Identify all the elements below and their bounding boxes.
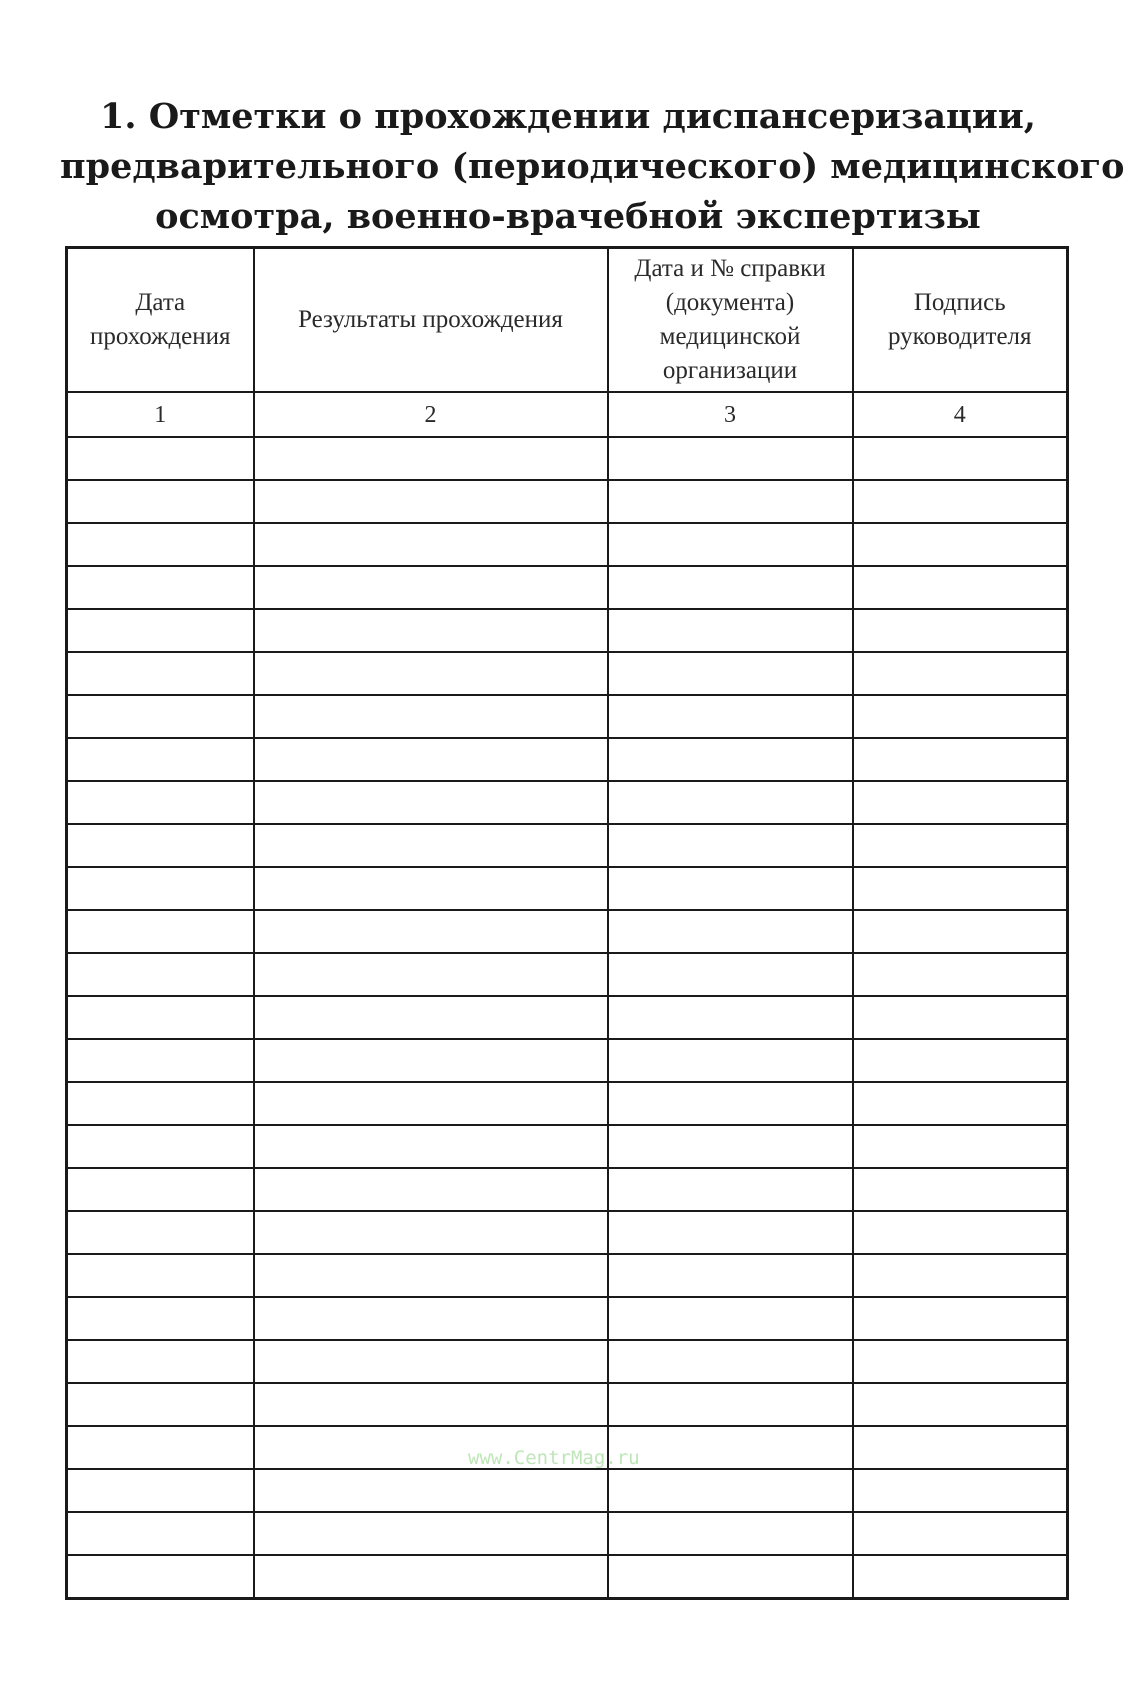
table-row: [67, 1168, 1068, 1211]
table-row: [67, 781, 1068, 824]
table-cell: [254, 480, 608, 523]
table-cell: [853, 1211, 1068, 1254]
table-cell: [608, 781, 853, 824]
table-cell: [254, 1469, 608, 1512]
table-cell: [67, 1383, 254, 1426]
table-cell: [853, 824, 1068, 867]
table-row: [67, 1383, 1068, 1426]
table-cell: [853, 738, 1068, 781]
table-cell: [608, 523, 853, 566]
table-cell: [853, 1082, 1068, 1125]
table-cell: [254, 1168, 608, 1211]
table-cell: [67, 1039, 254, 1082]
table-cell: [853, 867, 1068, 910]
table-cell: [608, 1125, 853, 1168]
column-header-exam-results: Результаты прохождения: [254, 248, 608, 393]
table-cell: [608, 695, 853, 738]
table-cell: [67, 1512, 254, 1555]
table-cell: [608, 824, 853, 867]
table-cell: [67, 1469, 254, 1512]
table-cell: [254, 566, 608, 609]
table-row: [67, 1297, 1068, 1340]
table-cell: [67, 738, 254, 781]
table-cell: [254, 867, 608, 910]
table-row: [67, 1340, 1068, 1383]
table-cell: [254, 1254, 608, 1297]
table-cell: [67, 437, 254, 480]
table-cell: [608, 1297, 853, 1340]
table-cell: [254, 1340, 608, 1383]
table-cell: [254, 996, 608, 1039]
table-cell: [67, 609, 254, 652]
table-cell: [608, 1211, 853, 1254]
table-cell: [853, 566, 1068, 609]
table-cell: [67, 1211, 254, 1254]
table-cell: [254, 738, 608, 781]
column-number-row: [67, 392, 1068, 437]
table-cell: [608, 609, 853, 652]
table-cell: [608, 1254, 853, 1297]
table-cell: [853, 910, 1068, 953]
column-header-exam-date: Дата прохождения: [67, 248, 254, 393]
table-cell: [254, 1125, 608, 1168]
table-cell: [67, 1297, 254, 1340]
table-cell: [254, 1297, 608, 1340]
table-cell: [254, 695, 608, 738]
table-row: [67, 910, 1068, 953]
table-row: [67, 437, 1068, 480]
column-number-1: 1: [67, 392, 254, 437]
table-cell: [608, 738, 853, 781]
table-cell: [853, 1297, 1068, 1340]
medical-exam-table: [65, 246, 1069, 1600]
title-line-2: предварительного (периодического) медицинского: [60, 146, 1125, 187]
column-number-4: 4: [853, 392, 1068, 437]
title-line-1: 1. Отметки о прохождении диспансеризации,: [99, 96, 1036, 137]
table-row: [67, 1125, 1068, 1168]
table-cell: [254, 910, 608, 953]
table-body: [67, 437, 1068, 1599]
table-cell: [608, 652, 853, 695]
table-cell: [853, 609, 1068, 652]
table-row: [67, 824, 1068, 867]
table-cell: [853, 1469, 1068, 1512]
table-cell: [608, 480, 853, 523]
table-row: [67, 1512, 1068, 1555]
table-cell: [608, 996, 853, 1039]
table-cell: [853, 652, 1068, 695]
table-cell: [67, 652, 254, 695]
table-cell: [67, 1082, 254, 1125]
table-cell: [254, 652, 608, 695]
table-cell: [67, 824, 254, 867]
table-cell: [67, 1168, 254, 1211]
table-cell: [853, 523, 1068, 566]
table-row: [67, 738, 1068, 781]
table-cell: [254, 824, 608, 867]
table-row: [67, 1082, 1068, 1125]
table-row: [67, 1211, 1068, 1254]
table-cell: [67, 781, 254, 824]
table-cell: [608, 1512, 853, 1555]
table-cell: [67, 1254, 254, 1297]
table-cell: [67, 996, 254, 1039]
table-cell: [67, 1555, 254, 1599]
table-cell: [608, 867, 853, 910]
table-cell: [853, 781, 1068, 824]
table-cell: [254, 1512, 608, 1555]
table-cell: [853, 480, 1068, 523]
table-row: [67, 652, 1068, 695]
table-cell: [608, 1383, 853, 1426]
table-cell: [853, 437, 1068, 480]
table-header-row: [67, 248, 1068, 393]
table-cell: [254, 1426, 608, 1469]
table-cell: [853, 1426, 1068, 1469]
table-row: [67, 867, 1068, 910]
table-cell: [254, 1555, 608, 1599]
column-header-signature: Подпись руководителя: [853, 248, 1068, 393]
table-cell: [608, 1168, 853, 1211]
table-cell: [853, 1383, 1068, 1426]
title-line-3: осмотра, военно-врачебной экспертизы: [155, 196, 981, 237]
table-cell: [608, 437, 853, 480]
table-cell: [254, 1211, 608, 1254]
table-row: [67, 480, 1068, 523]
table-row: [67, 1426, 1068, 1469]
table-cell: [608, 1426, 853, 1469]
table-cell: [608, 953, 853, 996]
table-cell: [67, 480, 254, 523]
table-cell: [608, 910, 853, 953]
table-cell: [853, 695, 1068, 738]
page-title: [60, 92, 1125, 242]
table-cell: [853, 953, 1068, 996]
table-row: [67, 1254, 1068, 1297]
table-cell: [254, 609, 608, 652]
table-cell: [254, 1383, 608, 1426]
table-cell: [853, 1125, 1068, 1168]
table-row: [67, 609, 1068, 652]
table-cell: [254, 953, 608, 996]
table-row: [67, 695, 1068, 738]
table-cell: [608, 1039, 853, 1082]
table-cell: [254, 1039, 608, 1082]
table-cell: [254, 781, 608, 824]
table-cell: [67, 910, 254, 953]
table-row: [67, 523, 1068, 566]
table-cell: [67, 566, 254, 609]
table-row: [67, 566, 1068, 609]
table-cell: [608, 1340, 853, 1383]
table-cell: [608, 566, 853, 609]
table-cell: [67, 695, 254, 738]
table-cell: [853, 1254, 1068, 1297]
table-cell: [608, 1469, 853, 1512]
table-cell: [67, 523, 254, 566]
table-row: [67, 1039, 1068, 1082]
table-cell: [853, 1512, 1068, 1555]
table-cell: [853, 1555, 1068, 1599]
table-cell: [67, 1125, 254, 1168]
table-row: [67, 996, 1068, 1039]
table-cell: [67, 953, 254, 996]
table-row: [67, 1555, 1068, 1599]
table-cell: [67, 867, 254, 910]
column-number-3: 3: [608, 392, 853, 437]
table-cell: [67, 1426, 254, 1469]
table-cell: [67, 1340, 254, 1383]
table-cell: [254, 1082, 608, 1125]
table-cell: [608, 1082, 853, 1125]
table-cell: [254, 437, 608, 480]
table-cell: [853, 1039, 1068, 1082]
table-cell: [853, 1340, 1068, 1383]
table-row: [67, 1469, 1068, 1512]
column-number-2: 2: [254, 392, 608, 437]
table-row: [67, 953, 1068, 996]
watermark: www.CentrMag.ru: [468, 1447, 640, 1469]
table-cell: [254, 523, 608, 566]
column-header-certificate: Дата и № справки (документа) медицинской организации: [608, 248, 853, 393]
table-cell: [608, 1555, 853, 1599]
table-cell: [853, 996, 1068, 1039]
table-cell: [853, 1168, 1068, 1211]
